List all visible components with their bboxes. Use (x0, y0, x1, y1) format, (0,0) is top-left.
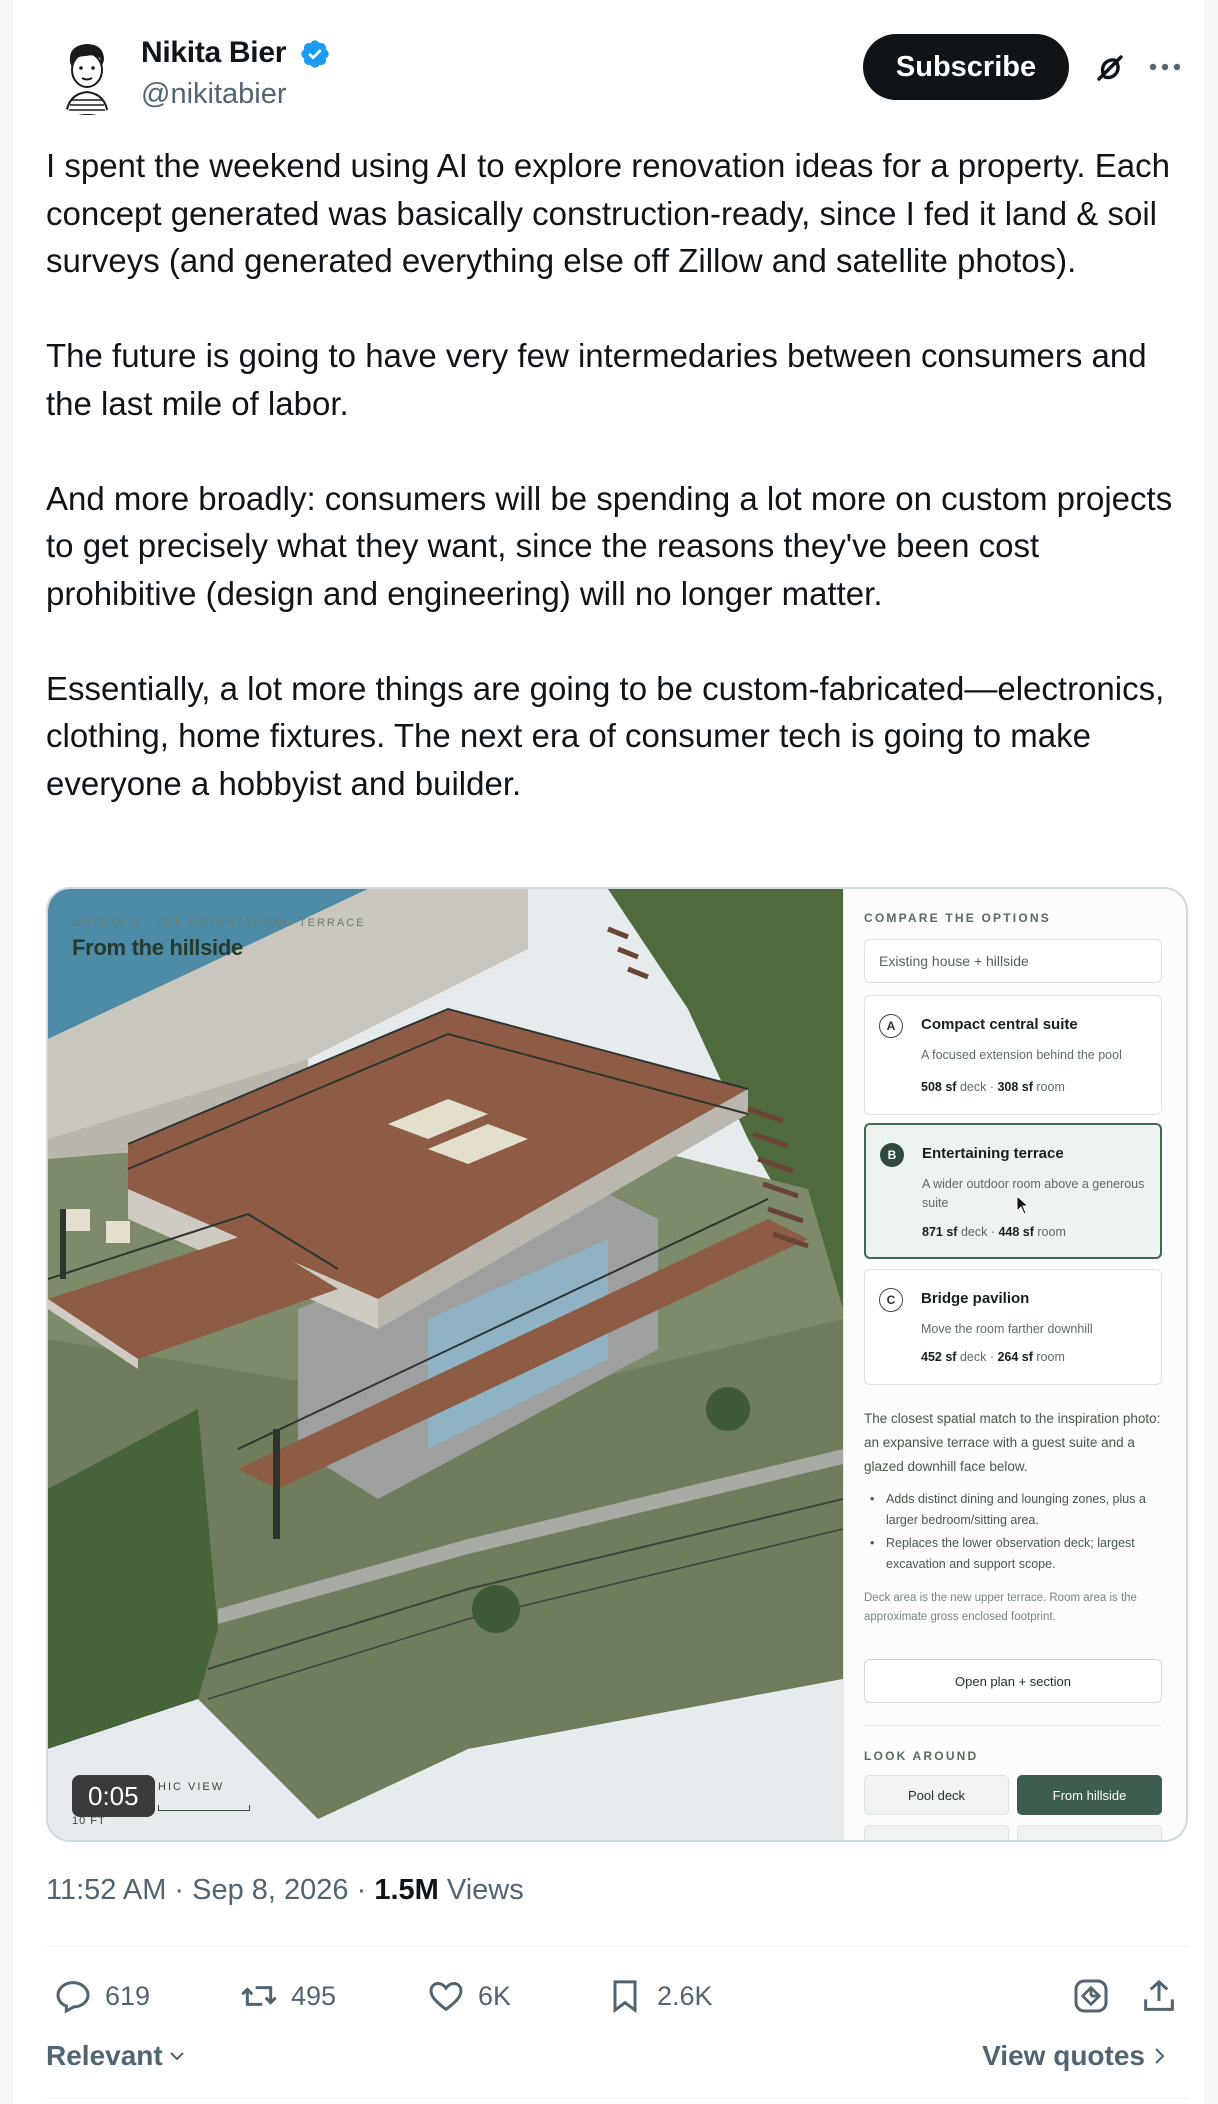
tweet-paragraph: The future is going to have very few intermedaries between consumers and the last mile of labor. (46, 337, 1147, 422)
repost-icon (239, 1976, 279, 2016)
option-summary: The closest spatial match to the inspiration photo: an expansive terrace with a guest suite and a glazed downhill face below. (864, 1411, 1161, 1474)
reply-button[interactable] (53, 1966, 150, 2026)
repost-count: 495 (291, 1980, 337, 2011)
deck-unit: deck (959, 1350, 987, 1364)
views-count: 1.5M (374, 1874, 439, 1906)
heart-icon (426, 1976, 466, 2016)
time-text: 11:52 AM · Sep 8, 2026 · (46, 1874, 375, 1906)
scene-kicker: OPTION B · THE ENTERTAINING TERRACE (72, 917, 366, 929)
compare-panel (843, 889, 1188, 1840)
reply-count: 619 (105, 1980, 151, 2011)
more-view-button[interactable] (1017, 1825, 1162, 1842)
option-meta: 871 sf deck · 448 sf room (922, 1225, 1066, 1239)
room-area: 308 sf (997, 1080, 1033, 1094)
view-label: HIC VIEW (158, 1781, 225, 1793)
sort-label: Relevant (46, 2040, 163, 2071)
option-letter: B (880, 1143, 904, 1167)
room-area: 448 sf (998, 1225, 1034, 1239)
room-unit: room (1036, 1350, 1065, 1364)
view-quotes-label: View quotes (982, 2040, 1145, 2071)
author-handle[interactable]: @nikitabier (141, 78, 287, 110)
option-c[interactable] (864, 1269, 1162, 1385)
option-letter: C (879, 1288, 903, 1312)
pool-deck-button[interactable]: Pool deck (864, 1775, 1009, 1815)
option-a[interactable] (864, 995, 1162, 1115)
option-meta: 452 sf deck · 264 sf room (921, 1350, 1065, 1364)
option-title: Entertaining terrace (922, 1145, 1064, 1162)
deck-unit: deck (960, 1225, 988, 1239)
share-icon (1139, 1976, 1179, 2016)
open-plan-button[interactable]: Open plan + section (864, 1659, 1162, 1703)
more-icon[interactable] (1147, 52, 1183, 82)
scene-caption: From the hillside (72, 935, 243, 960)
grok-share-button[interactable] (1071, 1966, 1111, 2026)
repost-button[interactable] (239, 1966, 336, 2026)
deck-area: 871 sf (922, 1225, 958, 1239)
room-area: 264 sf (997, 1350, 1033, 1364)
grok-aperture-icon (1071, 1976, 1111, 2016)
video-timer: 0:05 (72, 1775, 155, 1817)
bookmark-count: 2.6K (657, 1980, 713, 2011)
avatar[interactable] (46, 32, 129, 115)
tweet-text (46, 142, 1186, 855)
share-button[interactable] (1139, 1966, 1179, 2026)
tweet-paragraph: I spent the weekend using AI to explore renovation ideas for a property. Each concept generated was basically construction-ready, since I fed it land & soil surveys (and generated everything else off Zillow and satellite photos). (46, 147, 1170, 279)
existing-option[interactable]: Existing house + hillside (864, 939, 1162, 983)
media-video[interactable] (46, 887, 1188, 1842)
option-letter: A (879, 1014, 903, 1038)
scale-label: 10 FT (72, 1815, 106, 1827)
option-desc: A focused extension behind the pool (921, 1048, 1122, 1062)
chevron-right-icon (1151, 2045, 1169, 2067)
views-label: Views (438, 1874, 524, 1906)
deck-area: 452 sf (921, 1350, 957, 1364)
like-button[interactable] (426, 1966, 511, 2026)
option-desc: Move the room farther downhill (921, 1322, 1093, 1336)
grok-icon[interactable] (1090, 48, 1130, 88)
option-title: Compact central suite (921, 1016, 1078, 1033)
deck-unit: deck (959, 1080, 987, 1094)
area-note: Deck area is the new upper terrace. Room area is the approximate gross enclosed footprint. (864, 1592, 1137, 1623)
hillside-render (48, 889, 843, 1840)
view-quotes-link[interactable] (982, 2040, 1169, 2072)
divider (46, 2098, 1188, 2099)
cursor-icon (1016, 1195, 1030, 1215)
deck-area: 508 sf (921, 1080, 957, 1094)
more-view-button[interactable] (864, 1825, 1009, 1842)
sort-relevant-dropdown[interactable] (46, 2040, 187, 2072)
bullet-item: • Adds distinct dining and lounging zones, plus a larger bedroom/sitting area. (864, 1489, 1164, 1531)
room-unit: room (1036, 1080, 1065, 1094)
verified-badge-icon (299, 38, 331, 70)
author-name[interactable]: Nikita Bier (141, 36, 287, 69)
option-b[interactable] (864, 1123, 1162, 1259)
tweet-paragraph: Essentially, a lot more things are going to be custom-fabricated—electronics, clothing, home fixtures. The next era of consumer tech is going to make everyone a hobbyist and builder. (46, 669, 1165, 802)
option-title: Bridge pavilion (921, 1290, 1030, 1307)
tweet-paragraph: And more broadly: consumers will be spending a lot more on custom projects to get precisely what they want, since the reasons they've been cost prohibitive (design and engineering) will no longer matter. (46, 479, 1173, 612)
chevron-down-icon (167, 2046, 187, 2066)
divider (46, 1946, 1188, 1947)
tweet-card (12, 0, 1206, 2104)
bullet-item: • Replaces the lower observation deck; largest excavation and support scope. (864, 1533, 1164, 1575)
option-meta: 508 sf deck · 308 sf room (921, 1080, 1065, 1094)
compare-heading: COMPARE THE OPTIONS (864, 911, 1051, 925)
from-hillside-button[interactable]: From hillside (1017, 1775, 1162, 1815)
look-around-heading: LOOK AROUND (864, 1749, 979, 1763)
like-count: 6K (478, 1980, 512, 2011)
bookmark-icon (605, 1976, 645, 2016)
reply-icon (53, 1976, 93, 2016)
subscribe-button[interactable]: Subscribe (863, 34, 1069, 100)
scale-bar (158, 1805, 250, 1811)
option-desc: A wider outdoor room above a generous suite (922, 1177, 1145, 1210)
room-unit: room (1037, 1225, 1066, 1239)
divider (864, 1725, 1162, 1726)
option-bullets (864, 1489, 1164, 1577)
bookmark-button[interactable] (605, 1966, 713, 2026)
tweet-timestamp[interactable] (46, 1874, 524, 1907)
